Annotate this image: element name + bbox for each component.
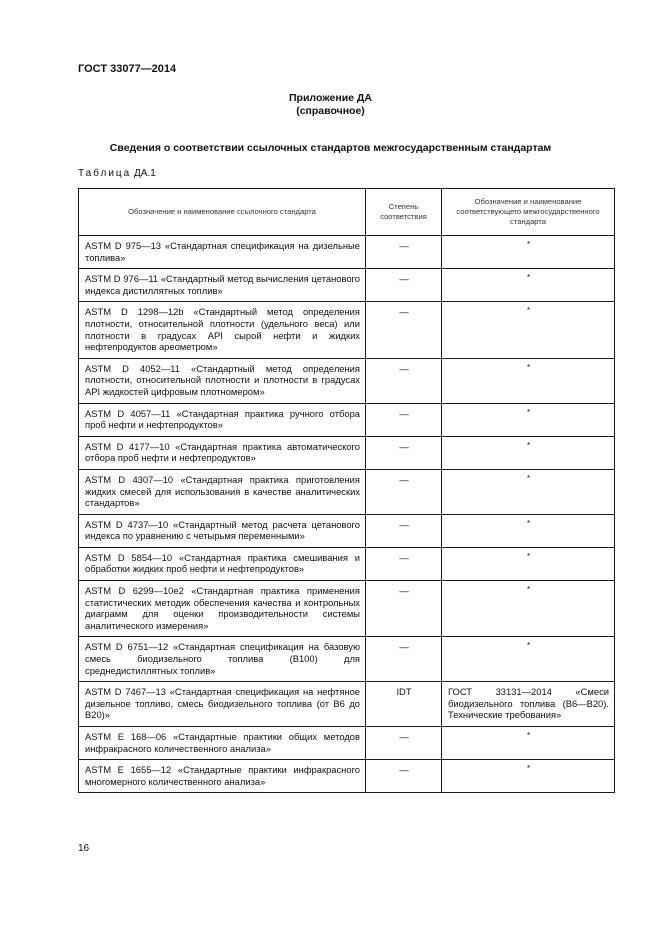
degree-cell: — [366, 547, 442, 580]
ref-standard-cell: ASTM D 7467—13 «Стандартная спецификация на нефтяное дизельное топливо, смесь биодизельного топлива (от В6 до В20)» [79, 682, 366, 727]
interstate-standard-cell: * [442, 269, 615, 302]
interstate-standard-cell: * [442, 403, 615, 436]
table-row [79, 760, 615, 793]
table-row [79, 727, 615, 760]
table-row [79, 269, 615, 302]
degree-cell: — [366, 581, 442, 637]
table-caption-word: Таблица [78, 168, 132, 179]
degree-cell: — [366, 514, 442, 547]
column-header-ref: Обозначение и наименование ссылочного стандарта [79, 189, 366, 236]
degree-cell: — [366, 269, 442, 302]
degree-cell: — [366, 469, 442, 514]
interstate-standard-cell: * [442, 727, 615, 760]
table-row [79, 436, 615, 469]
degree-cell: — [366, 436, 442, 469]
degree-cell: IDT [366, 682, 442, 727]
appendix-title [0, 92, 661, 118]
interstate-standard-cell: * [442, 302, 615, 358]
table-row [79, 403, 615, 436]
interstate-standard-cell: * [442, 358, 615, 403]
degree-cell: — [366, 727, 442, 760]
ref-standard-cell: ASTM D 4737—10 «Стандартный метод расчета цетанового индекса по уравнению с четырьмя переменными» [79, 514, 366, 547]
ref-standard-cell: ASTM D 4307—10 «Стандартная практика приготовления жидких смесей для использования в качестве аналитических стандартов» [79, 469, 366, 514]
table-row [79, 358, 615, 403]
ref-standard-cell: ASTM D 4057—11 «Стандартная практика ручного отбора проб нефти и нефтепродуктов» [79, 403, 366, 436]
table-row [79, 581, 615, 637]
degree-cell: — [366, 760, 442, 793]
interstate-standard-cell: * [442, 547, 615, 580]
table-row [79, 236, 615, 269]
degree-cell: — [366, 637, 442, 682]
ref-standard-cell: ASTM D 6751—12 «Стандартная спецификация на базовую смесь биодизельного топлива (В100) для среднедистиллятных топлив» [79, 637, 366, 682]
interstate-standard-cell: * [442, 637, 615, 682]
interstate-standard-cell: * [442, 436, 615, 469]
table-caption [78, 168, 156, 179]
page-number: 16 [78, 843, 90, 854]
degree-cell: — [366, 236, 442, 269]
column-header-standard: Обозначение и наименование соответствующего межгосударственного стандарта [442, 189, 615, 236]
section-heading: Сведения о соответствии ссылочных стандартов межгосударственным стандартам [109, 142, 552, 154]
appendix-title-main: Приложение ДА [289, 92, 372, 104]
table-caption-number: ДА.1 [134, 168, 156, 179]
ref-standard-cell: ASTM D 4177—10 «Стандартная практика автоматического отбора проб нефти и нефтепродуктов» [79, 436, 366, 469]
ref-standard-cell: ASTM D 5854—10 «Стандартная практика смешивания и обработки жидких проб нефти и нефтепродуктов» [79, 547, 366, 580]
table-row [79, 514, 615, 547]
appendix-title-sub: (справочное) [296, 105, 365, 117]
ref-standard-cell: ASTM D 4052—11 «Стандартный метод определения плотности, относительной плотности и плотности в градусах API жидкостей цифровым плотномером» [79, 358, 366, 403]
degree-cell: — [366, 403, 442, 436]
interstate-standard-cell: ГОСТ 33131—2014 «Смеси биодизельного топлива (В6—В20). Технические требования» [442, 682, 615, 727]
table-row [79, 469, 615, 514]
ref-standard-cell: ASTM D 976—11 «Стандартный метод вычисления цетанового индекса дистиллятных топлив» [79, 269, 366, 302]
column-header-degree: Степень соответствия [366, 189, 442, 236]
interstate-standard-cell: * [442, 514, 615, 547]
ref-standard-cell: ASTM D 6299—10e2 «Стандартная практика применения статистических методик обеспечения качества и контрольных диаграмм для оценки производительности системы аналитического измерения» [79, 581, 366, 637]
reference-standards-table [78, 188, 615, 793]
table-row [79, 547, 615, 580]
ref-standard-cell: ASTM D 975—13 «Стандартная спецификация на дизельные топлива» [79, 236, 366, 269]
interstate-standard-cell: * [442, 236, 615, 269]
document-code: ГОСТ 33077—2014 [78, 63, 177, 75]
degree-cell: — [366, 358, 442, 403]
table-row [79, 302, 615, 358]
interstate-standard-cell: * [442, 760, 615, 793]
ref-standard-cell: ASTM E 1655—12 «Стандартные практики инфракрасного многомерного количественного анализа» [79, 760, 366, 793]
table-row [79, 682, 615, 727]
table-header-row [79, 189, 615, 236]
degree-cell: — [366, 302, 442, 358]
interstate-standard-cell: * [442, 469, 615, 514]
interstate-standard-cell: * [442, 581, 615, 637]
table-row [79, 637, 615, 682]
ref-standard-cell: ASTM E 168—06 «Стандартные практики общих методов инфракрасного количественного анализа» [79, 727, 366, 760]
ref-standard-cell: ASTM D 1298—12b «Стандартный метод определения плотности, относительной плотности (удельного веса) или плотности в градусах API сырой нефти и жидких нефтепродуктов ареометром» [79, 302, 366, 358]
